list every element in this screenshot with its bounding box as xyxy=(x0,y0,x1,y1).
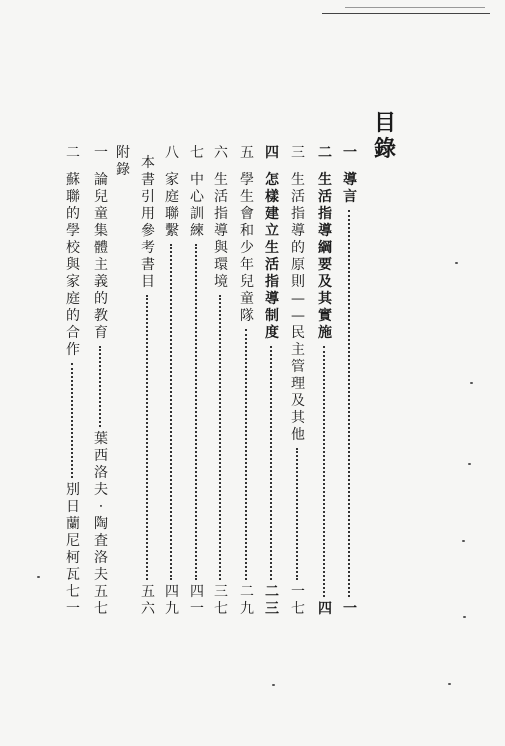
dot-leader xyxy=(245,329,249,580)
toc-entry[interactable] xyxy=(289,145,307,618)
speck xyxy=(470,382,473,384)
speck xyxy=(448,683,451,685)
toc-entry[interactable] xyxy=(188,145,206,618)
dot-leader xyxy=(99,346,103,427)
entry-title: 導 言 xyxy=(343,172,357,205)
page-number: 五 六 xyxy=(141,584,155,617)
page-number: 四 九 xyxy=(165,584,179,617)
entry-title: 生 活 指 導 與 環 境 xyxy=(214,172,228,290)
dot-leader xyxy=(270,346,274,580)
page-number: 三 七 xyxy=(214,584,228,617)
dot-leader xyxy=(146,295,150,580)
entry-title: 本 書 引 用 參 考 書 目 xyxy=(141,155,155,290)
toc-entry[interactable] xyxy=(92,145,110,618)
entry-number: 三 xyxy=(291,145,305,161)
entry-author: 葉 西 洛 夫 ‧ 陶 査 洛 夫 xyxy=(94,431,108,583)
toc-entry[interactable] xyxy=(341,145,359,618)
dot-leader xyxy=(323,346,327,597)
page-title xyxy=(372,110,398,162)
toc-entry[interactable] xyxy=(212,145,230,618)
entry-title: 蘇 聯 的 學 校 與 家 庭 的 合 作 xyxy=(66,172,80,358)
page-number: 四 一 xyxy=(190,584,204,617)
page-number: 二 三 xyxy=(265,584,279,617)
dot-leader xyxy=(219,295,223,580)
entry-author: 別 日 蘭 尼 柯 瓦 xyxy=(66,482,80,583)
entry-title: 學 生 會 和 少 年 兒 童 隊 xyxy=(240,172,254,324)
entry-number: 一 xyxy=(343,145,357,161)
entry-number: 六 xyxy=(214,145,228,161)
toc-entry[interactable] xyxy=(263,145,281,618)
speck xyxy=(463,616,466,618)
entry-number: 八 xyxy=(165,145,179,161)
speck xyxy=(455,262,458,264)
speck xyxy=(468,463,471,465)
entry-title: 家 庭 聯 繫 xyxy=(165,172,179,239)
page-number: 七 一 xyxy=(66,584,80,617)
page-number: 五 七 xyxy=(94,584,108,617)
dot-leader xyxy=(296,448,300,580)
dot-leader xyxy=(71,363,75,478)
title-char: 目 xyxy=(373,110,396,136)
toc-entry[interactable] xyxy=(238,145,256,618)
entry-number: 二 xyxy=(66,145,80,161)
entry-number: 一 xyxy=(94,145,108,161)
top-rule xyxy=(345,7,485,8)
entry-title: 生 活 指 導 的 原 則 — — 民 主 管 理 及 其 他 xyxy=(291,172,305,443)
speck xyxy=(462,540,465,542)
toc-entry[interactable] xyxy=(114,145,132,179)
toc-entry[interactable] xyxy=(139,145,157,618)
entry-title: 怎 樣 建 立 生 活 指 導 制 度 xyxy=(265,172,279,341)
entry-number: 二 xyxy=(318,145,332,161)
speck xyxy=(272,684,275,686)
toc-entry[interactable] xyxy=(316,145,334,618)
page-number: 二 九 xyxy=(240,584,254,617)
page-number: 一 xyxy=(343,601,357,617)
entry-number: 附錄 xyxy=(116,145,130,178)
entry-number: 四 xyxy=(265,145,279,161)
page-number: 一 七 xyxy=(291,584,305,617)
speck xyxy=(37,576,40,578)
toc-entry[interactable] xyxy=(163,145,181,618)
entry-number: 五 xyxy=(240,145,254,161)
entry-number: 七 xyxy=(190,145,204,161)
entry-title: 論 兒 童 集 體 主 義 的 教 育 xyxy=(94,172,108,341)
entry-title: 中 心 訓 練 xyxy=(190,172,204,239)
dot-leader xyxy=(170,244,174,580)
dot-leader xyxy=(195,244,199,580)
page-number: 四 xyxy=(318,601,332,617)
title-char: 錄 xyxy=(373,136,396,162)
top-rule-2 xyxy=(322,13,490,14)
toc-entry[interactable] xyxy=(64,145,82,618)
entry-title: 生 活 指 導 綱 要 及 其 實 施 xyxy=(318,172,332,341)
dot-leader xyxy=(348,210,352,597)
